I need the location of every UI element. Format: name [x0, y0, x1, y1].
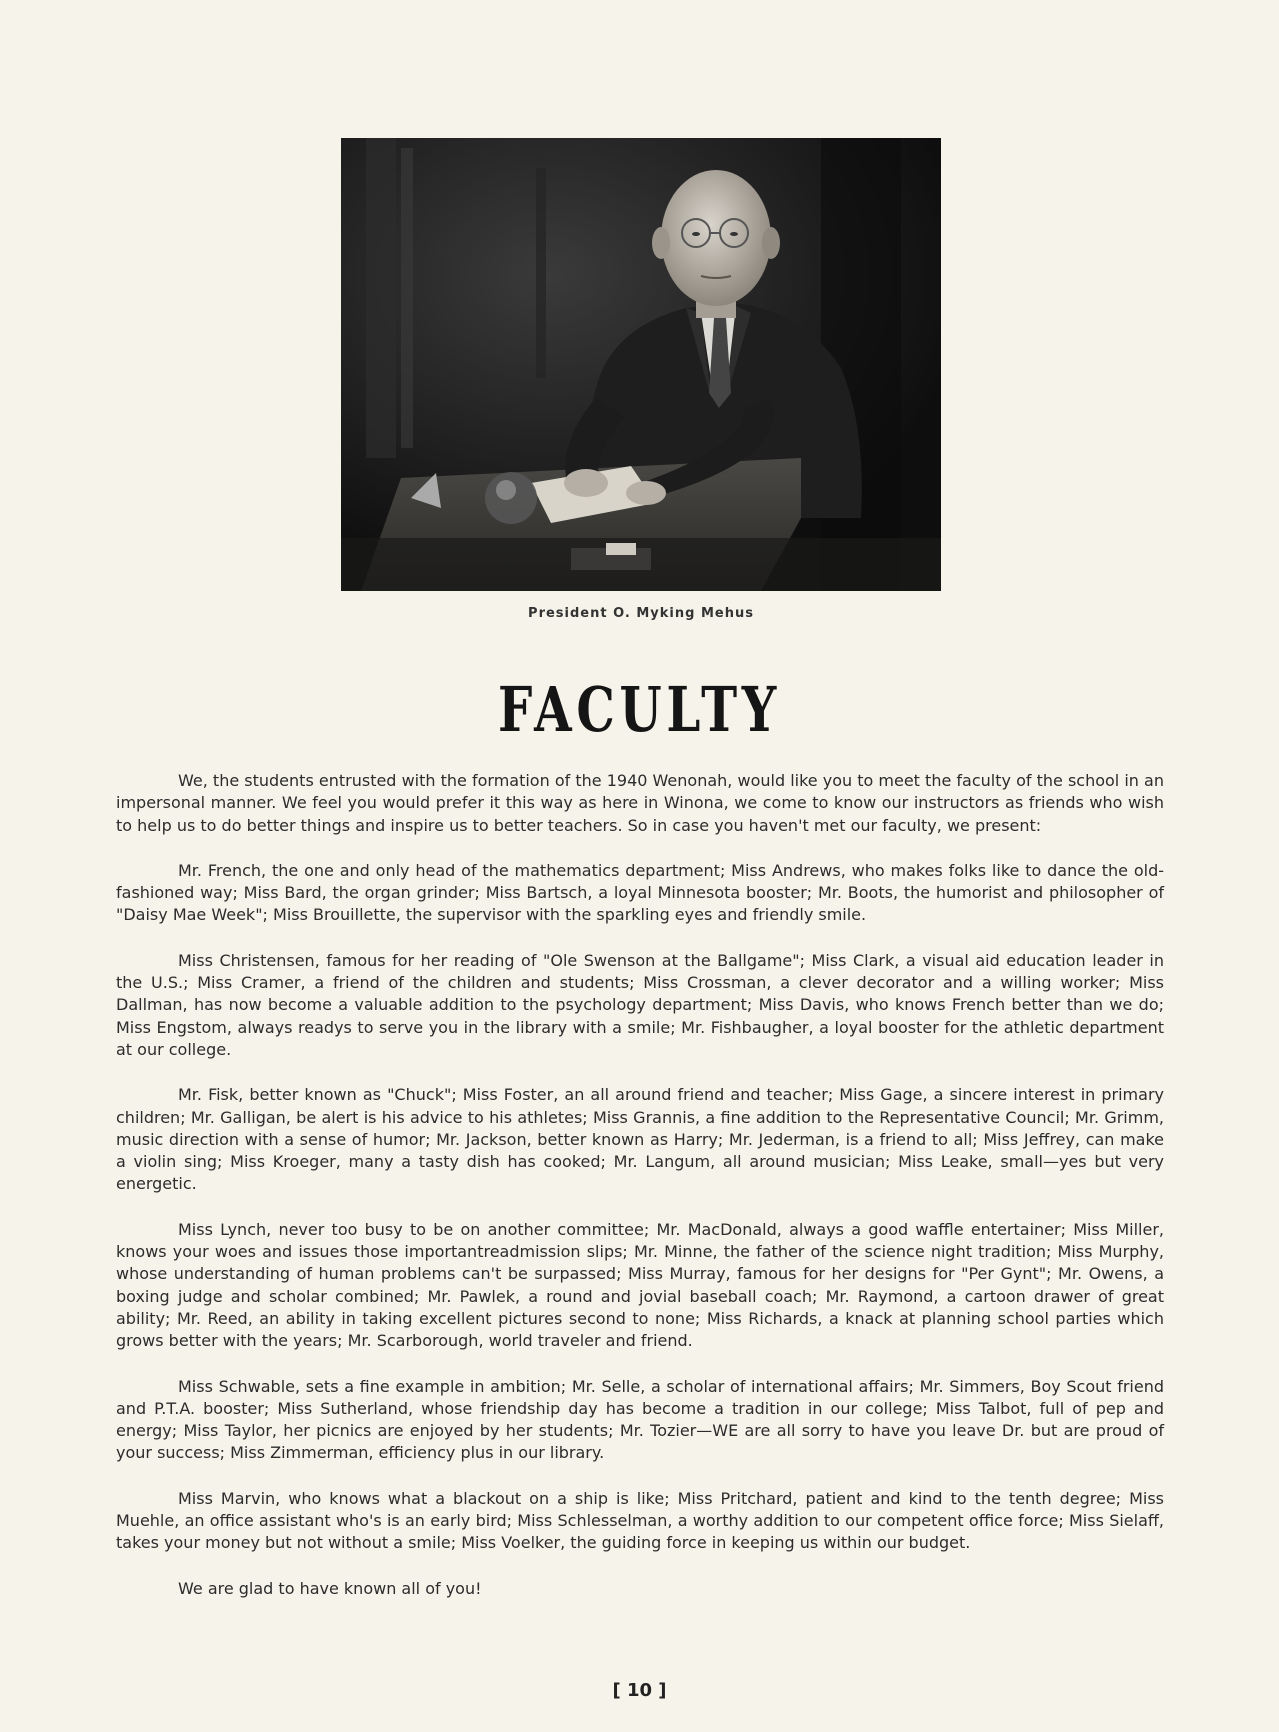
president-portrait-image	[341, 138, 941, 591]
paragraph-6: Miss Marvin, who knows what a blackout on a ship is like; Miss Pritchard, patient and kind to the tenth degree; Miss Muehle, an office assistant who's is an early bird; Miss Schlesselman, a worthy addition to our competent office force; Miss Sielaff, takes your money but not without a smile; Miss Voelker, the guiding force in keeping us within our budget.	[116, 1488, 1164, 1553]
paragraph-2: Miss Christensen, famous for her reading of "Ole Swenson at the Ballgame"; Miss Clark, a visual aid education leader in the U.S.; Miss Cramer, a friend of the children and students; Miss Crossman, a clever decorator and a willing worker; Miss Dallman, has now become a valuable addition to the psychology department; Miss Davis, who knows French better than we do; Miss Engstom, always readys to serve you in the library with a smile; Mr. Fishbaugher, a loyal booster for the athletic department at our college.	[116, 950, 1164, 1059]
paragraph-5: Miss Schwable, sets a fine example in ambition; Mr. Selle, a scholar of international affairs; Mr. Simmers, Boy Scout friend and P.T.A. booster; Miss Sutherland, whose friendship day has become a tradition in our college; Miss Talbot, full of pep and energy; Miss Taylor, her picnics are enjoyed by her students; Mr. Tozier—WE are all sorry to have you leave Dr. but are proud of your success; Miss Zimmerman, efficiency plus in our library.	[116, 1376, 1164, 1463]
faculty-text	[116, 770, 1164, 1623]
paragraph-closing: We are glad to have known all of you!	[178, 1578, 482, 1598]
paragraph-4: Miss Lynch, never too busy to be on another committee; Mr. MacDonald, always a good waffle entertainer; Miss Miller, knows your woes and issues those importantreadmission slips; Mr. Minne, the father of the science night tradition; Miss Murphy, whose understanding of human problems can't be surpassed; Miss Murray, famous for her designs for "Per Gynt"; Mr. Owens, a boxing judge and scholar combined; Mr. Pawlek, a round and jovial baseball coach; Mr. Raymond, a cartoon drawer of great ability; Mr. Reed, an ability in taking excellent pictures second to none; Miss Richards, a knack at planning school parties which grows better with the years; Mr. Scarborough, world traveler and friend.	[116, 1219, 1164, 1351]
paragraph-1: Mr. French, the one and only head of the mathematics department; Miss Andrews, who makes folks like to dance the old-fashioned way; Miss Bard, the organ grinder; Miss Bartsch, a loyal Minnesota booster; Mr. Boots, the humorist and philosopher of "Daisy Mae Week"; Miss Brouillette, the supervisor with the sparkling eyes and friendly smile.	[116, 860, 1164, 925]
paragraph-3: Mr. Fisk, better known as "Chuck"; Miss Foster, an all around friend and teacher; Miss Gage, a sincere interest in primary children; Mr. Galligan, be alert is his advice to his athletes; Miss Grannis, a fine addition to the Representative Council; Mr. Grimm, music direction with a sense of humor; Mr. Jackson, better known as Harry; Mr. Jederman, is a friend to all; Miss Jeffrey, can make a violin sing; Miss Kroeger, many a tasty dish has cooked; Mr. Langum, all around musician; Miss Leake, small—yes but very energetic.	[116, 1085, 1164, 1194]
page-number: [ 10 ]	[612, 1680, 667, 1701]
paragraph-intro: We, the students entrusted with the formation of the 1940 Wenonah, would like you to meet the faculty of the school in an impersonal manner. We feel you would prefer it this way as here in Winona, we come to know our instructors as friends who wish to help us to do better things and inspire us to better teachers. So in case you haven't met our faculty, we present:	[116, 771, 1164, 835]
page-title: FACULTY	[497, 673, 782, 746]
photo-caption: President O. Myking Mehus	[528, 606, 754, 621]
president-photo	[341, 138, 941, 591]
